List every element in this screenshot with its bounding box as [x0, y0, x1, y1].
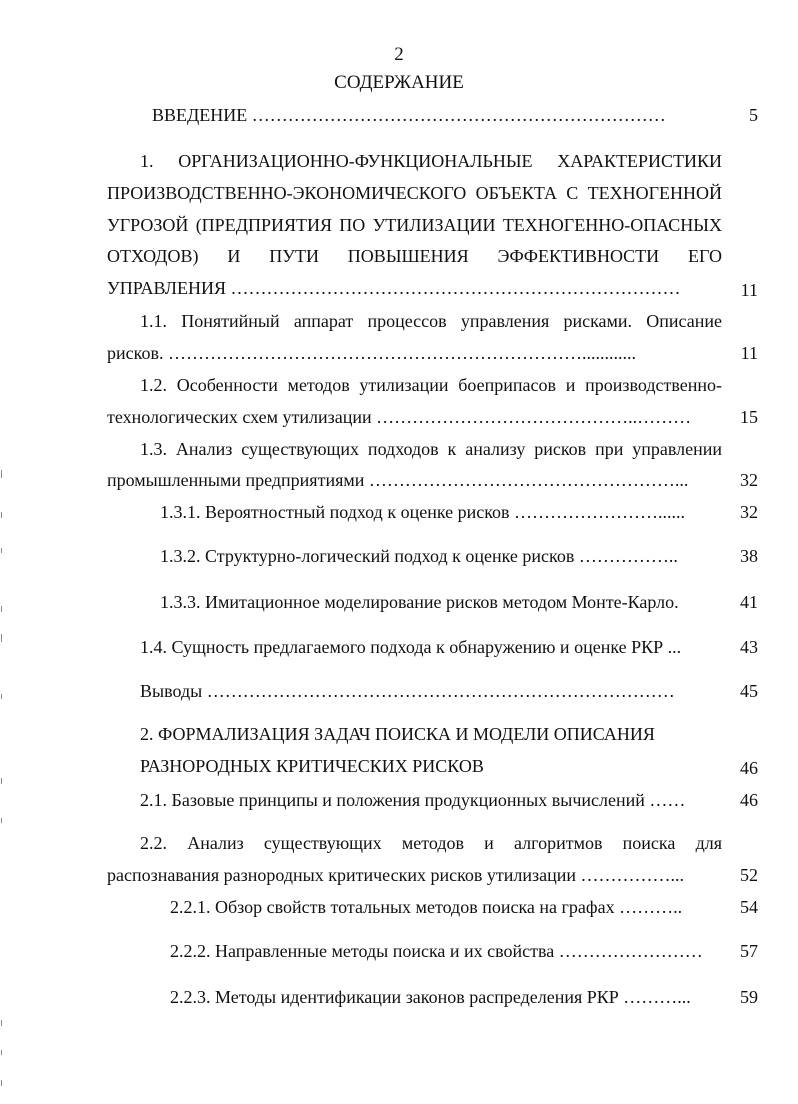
toc-conclusions: Выводы ……………………………………………………………………	[140, 681, 675, 701]
toc-subsection-1-3-2: 1.3.2. Структурно-логический подход к оценке рисков ……………..	[160, 546, 678, 566]
page-title: СОДЕРЖАНИЕ	[334, 72, 464, 93]
toc-section-1-3-line: 1.3. Анализ существующих подходов к анализу рисков при управлении	[140, 439, 722, 459]
toc-chapter-1-line: ПРОИЗВОДСТВЕННО-ЭКОНОМИЧЕСКОГО ОБЪЕКТА С ТЕХНОГЕННОЙ	[107, 183, 722, 203]
toc-chapter-1-line: ОТХОДОВ) И ПУТИ ПОВЫШЕНИЯ ЭФФЕКТИВНОСТИ ЕГО	[107, 246, 722, 266]
toc-page: 46	[740, 758, 758, 778]
toc-chapter-2-line: РАЗНОРОДНЫХ КРИТИЧЕСКИХ РИСКОВ	[140, 756, 484, 776]
toc-section-1-1-line: рисков. ……………………………………………………………............	[107, 343, 636, 363]
page-number: 2	[394, 44, 404, 65]
toc-section-1-2-line: технологических схем утилизации ……………………………………..………	[107, 407, 692, 427]
toc-chapter-1-line: УГРОЗОЙ (ПРЕДПРИЯТИЯ ПО УТИЛИЗАЦИИ ТЕХНОГЕННО-ОПАСНЫХ	[107, 215, 722, 235]
toc-section-1-4: 1.4. Сущность предлагаемого подхода к обнаружению и оценке РКР ...	[140, 637, 682, 657]
toc-subsection-2-2-3: 2.2.3. Методы идентификации законов распределения РКР ………...	[170, 987, 691, 1007]
toc-subsection-2-2-2: 2.2.2. Направленные методы поиска и их свойства ……………………	[170, 941, 703, 961]
toc-page: 5	[749, 105, 758, 125]
toc-section-2-1: 2.1. Базовые принципы и положения продукционных вычислений ……	[140, 790, 686, 810]
toc-page: 32	[740, 470, 758, 490]
toc-page: 54	[740, 897, 758, 917]
toc-page: 43	[740, 637, 758, 657]
toc-section-2-2-line: распознавания разнородных критических рисков утилизации ……………...	[107, 865, 685, 885]
toc-chapter-1-line: 1. ОРГАНИЗАЦИОННО-ФУНКЦИОНАЛЬНЫЕ ХАРАКТЕРИСТИКИ	[140, 151, 722, 171]
toc-section-1-1-line: 1.1. Понятийный аппарат процессов управления рисками. Описание	[140, 311, 722, 331]
toc-page: 32	[740, 502, 758, 522]
toc-page: 11	[740, 280, 758, 300]
toc-page: 59	[740, 987, 758, 1007]
toc-chapter-1-line: УПРАВЛЕНИЯ …………………………………………………………………	[107, 278, 681, 298]
toc-page: 15	[740, 407, 758, 427]
scan-artifacts	[0, 0, 4, 1104]
toc-subsection-2-2-1: 2.2.1. Обзор свойств тотальных методов поиска на графах ………..	[170, 897, 683, 917]
toc-entry-introduction: ВВЕДЕНИЕ ……………………………………………………………	[152, 105, 666, 125]
toc-page: 38	[740, 546, 758, 566]
toc-page: 11	[740, 343, 758, 363]
toc-page: 46	[740, 790, 758, 810]
toc-page: 57	[740, 941, 758, 961]
toc-page: 41	[740, 592, 758, 612]
toc-page: 52	[740, 865, 758, 885]
toc-subsection-1-3-1: 1.3.1. Вероятностный подход к оценке рисков ……………………......	[160, 502, 686, 522]
toc-section-2-2-line: 2.2. Анализ существующих методов и алгоритмов поиска для	[140, 833, 722, 853]
toc-section-1-2-line: 1.2. Особенности методов утилизации боеприпасов и производственно-	[140, 375, 722, 395]
toc-page: 45	[740, 681, 758, 701]
toc-subsection-1-3-3: 1.3.3. Имитационное моделирование рисков методом Монте-Карло.	[160, 592, 679, 612]
toc-section-1-3-line: промышленными предприятиями ……………………………………………...	[107, 470, 689, 490]
toc-chapter-2-line: 2. ФОРМАЛИЗАЦИЯ ЗАДАЧ ПОИСКА И МОДЕЛИ ОПИСАНИЯ	[140, 724, 655, 744]
